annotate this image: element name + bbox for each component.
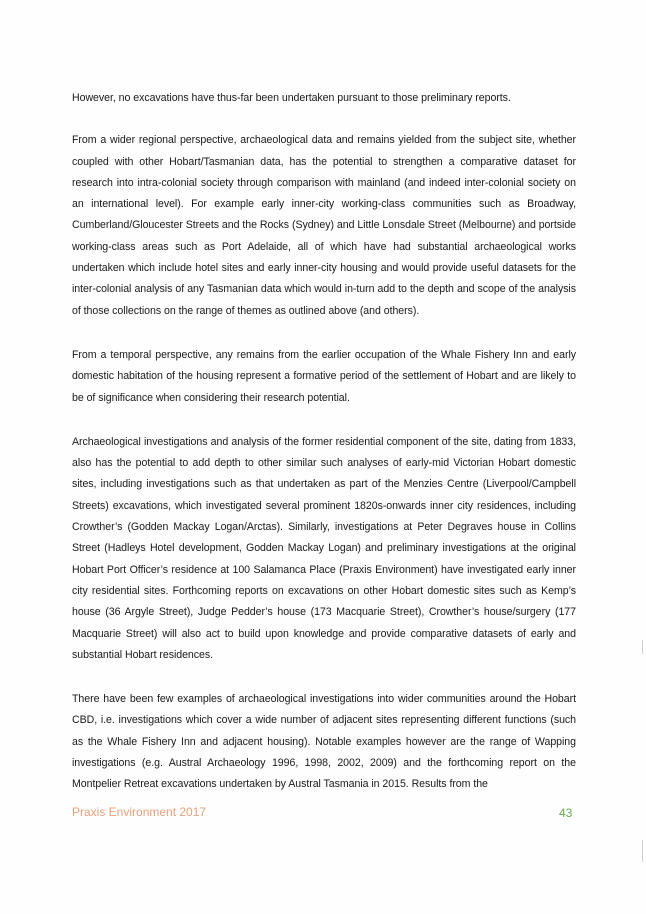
scan-edge-mark <box>642 640 643 654</box>
scan-edge-mark <box>642 840 643 862</box>
body-text <box>72 88 576 819</box>
paragraph-5: There have been few examples of archaeological investigations into wider communities around the Hobart CBD, i.e. investigations which cover a wide number of adjacent sites representing different functions (such as the Whale Fishery Inn and adjacent housing). Notable examples however are the range of Wapping investigations (e.g. Austral Archaeology 1996, 1998, 2002, 2009) and the forthcoming report on the Montpelier Retreat excavations undertaken by Austral Tasmania in 2015. Results from the <box>72 693 576 791</box>
paragraph-3: From a temporal perspective, any remains from the earlier occupation of the Whale Fishery Inn and early domestic habitation of the housing represent a formative period of the settlement of Hobart and are likely to be of significance when considering their research potential. <box>72 348 576 404</box>
footer-organization: Praxis Environment 2017 <box>72 805 207 819</box>
page-number: 43 <box>559 806 573 820</box>
paragraph-1: However, no excavations have thus-far been undertaken pursuant to those preliminary reports. <box>72 92 511 104</box>
paragraph-2: From a wider regional perspective, archaeological data and remains yielded from the subject site, whether coupled with other Hobart/Tasmanian data, has the potential to strengthen a comparative dataset for research into intra-colonial society through comparison with mainland (and indeed inter-colonial society on an international level). For example early inner-city working-class communities such as Broadway, Cumberland/Gloucester Streets and the Rocks (Sydney) and Little Lonsdale Street (Melbourne) and portside working-class areas such as Port Adelaide, all of which have had substantial archaeological works undertaken which include hotel sites and early inner-city housing and would provide useful datasets for the inter-colonial analysis of any Tasmanian data which would in-turn add to the depth and scope of the analysis of those collections on the range of themes as outlined above (and others). <box>72 134 576 317</box>
paragraph-4: Archaeological investigations and analysis of the former residential component of the site, dating from 1833, also has the potential to add depth to other similar such analyses of early-mid Victorian Hobart domestic sites, including investigations such as that undertaken as part of the Menzies Centre (Liverpool/Campbell Streets) excavations, which investigated several prominent 1820s-onwards inner city residences, including Crowther’s (Godden Mackay Logan/Arctas). Similarly, investigations at Peter Degraves house in Collins Street (Hadleys Hotel development, Godden Mackay Logan) and preliminary investigations at the original Hobart Port Officer’s residence at 100 Salamanca Place (Praxis Environment) have investigated early inner city residential sites. Forthcoming reports on excavations on other Hobart domestic sites such as Kemp’s house (36 Argyle Street), Judge Pedder’s house (173 Macquarie Street), Crowther’s house/surgery (177 Macquarie Street) will also act to build upon knowledge and provide comparative datasets of early and substantial Hobart residences. <box>72 435 576 661</box>
